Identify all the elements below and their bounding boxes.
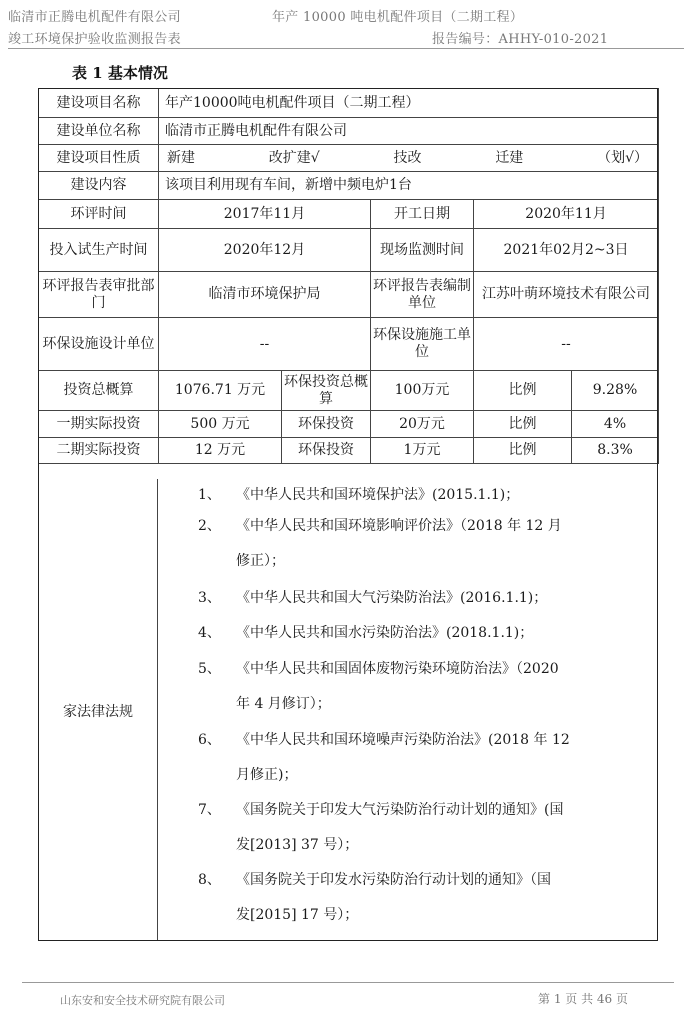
nature-option-tech: 技改 [393,149,422,166]
header-report-title: 竣工环境保护验收监测报告表 [8,32,181,47]
law-text-cont: 年 4 月修订）； [236,696,331,712]
trial-label: 投入试生产时间 [39,229,159,272]
content-value: 该项目利用现有车间，新增中频电炉1台 [159,172,659,200]
phase2-env-value: 1万元 [371,438,474,464]
ratio-label: 比例 [474,371,572,411]
phase2-label: 二期实际投资 [39,438,159,464]
env-invest-total-value: 100万元 [371,371,474,411]
phase2-ratio-value: 8.3% [572,438,659,464]
eia-time-label: 环评时间 [39,200,159,229]
law-text: 《中华人民共和国环境噪声污染防治法》(2018 年 12 [236,732,570,748]
law-number: 1、 [198,487,221,503]
project-name-label: 建设项目名称 [39,89,159,118]
compiler-value: 江苏叶萌环境技术有限公司 [474,272,659,318]
law-text-cont: 发[2015] 17 号）； [236,907,359,923]
compiler-label: 环评报告表编制单位 [371,272,474,318]
header-project: 年产 10000 吨电机配件项目（二期工程） [272,10,524,25]
start-date-label: 开工日期 [371,200,474,229]
phase1-ratio-label: 比例 [474,411,572,438]
laws-label: 家法律法规 [63,704,133,720]
content-label: 建设内容 [39,172,159,200]
footer-rule [22,982,674,983]
phase2-env-label: 环保投资 [282,438,371,464]
page-number: 第 1 页 共 46 页 [538,992,628,1006]
monitor-time-label: 现场监测时间 [371,229,474,272]
phase1-label: 一期实际投资 [39,411,159,438]
table-frame [38,88,658,941]
law-text: 《中华人民共和国环境影响评价法》（2018 年 12 月 [236,518,562,534]
nature-label: 建设项目性质 [39,145,159,172]
law-text: 《国务院关于印发大气污染防治行动计划的通知》(国 [236,802,564,818]
unit-name-label: 建设单位名称 [39,118,159,145]
design-value: -- [159,318,371,371]
nature-option-new: 新建 [167,149,195,166]
phase1-ratio-value: 4% [572,411,659,438]
law-text-cont: 修正）； [236,553,285,569]
construct-value: -- [474,318,659,371]
law-text-cont: 发[2013] 37 号）； [236,837,359,853]
law-number: 4、 [198,625,221,641]
law-text-cont: 月修正)； [236,767,298,783]
law-number: 7、 [198,802,221,818]
phase2-value: 12 万元 [159,438,282,464]
env-invest-total-label: 环保投资总概算 [282,371,371,411]
trial-value: 2020年12月 [159,229,371,272]
phase1-value: 500 万元 [159,411,282,438]
phase2-ratio-label: 比例 [474,438,572,464]
invest-total-value: 1076.71 万元 [159,371,282,411]
design-label: 环保设施设计单位 [39,318,159,371]
monitor-time-value: 2021年02月2~3日 [474,229,659,272]
nature-option-move: 迁建 [495,149,524,166]
law-number: 2、 [198,518,221,534]
law-text: 《中华人民共和国水污染防治法》(2018.1.1)； [236,625,534,641]
project-name-value: 年产10000吨电机配件项目（二期工程） [159,89,659,118]
law-number: 8、 [198,872,221,888]
law-text: 《中华人民共和国环境保护法》(2015.1.1)； [236,487,520,503]
law-text: 《中华人民共和国大气污染防治法》(2016.1.1)； [236,590,548,606]
construct-label: 环保设施施工单位 [371,318,474,371]
header-rule [8,48,684,49]
header-report-no: 报告编号：AHHY-010-2021 [432,32,609,47]
law-number: 5、 [198,661,221,677]
phase1-env-label: 环保投资 [282,411,371,438]
nature-option-mark: （划√） [597,149,649,166]
ratio-value: 9.28% [572,371,659,411]
nature-option-expand: 改扩建√ [268,149,320,166]
unit-name-value: 临清市正腾电机配件有限公司 [159,118,659,145]
start-date-value: 2020年11月 [474,200,659,229]
law-text: 《国务院关于印发水污染防治行动计划的通知》（国 [236,872,551,888]
approval-label: 环评报告表审批部门 [39,272,159,318]
eia-time-value: 2017年11月 [159,200,371,229]
invest-total-label: 投资总概算 [39,371,159,411]
table-caption: 表 1 基本情况 [72,64,168,82]
header-company: 临清市正腾电机配件有限公司 [8,10,181,25]
law-text: 《中华人民共和国固体废物污染环境防治法》（2020 [236,661,559,677]
page-header [0,0,700,52]
footer-org: 山东安和安全技术研究院有限公司 [60,994,225,1007]
approval-value: 临清市环境保护局 [159,272,371,318]
law-number: 6、 [198,732,221,748]
phase1-env-value: 20万元 [371,411,474,438]
law-number: 3、 [198,590,221,606]
